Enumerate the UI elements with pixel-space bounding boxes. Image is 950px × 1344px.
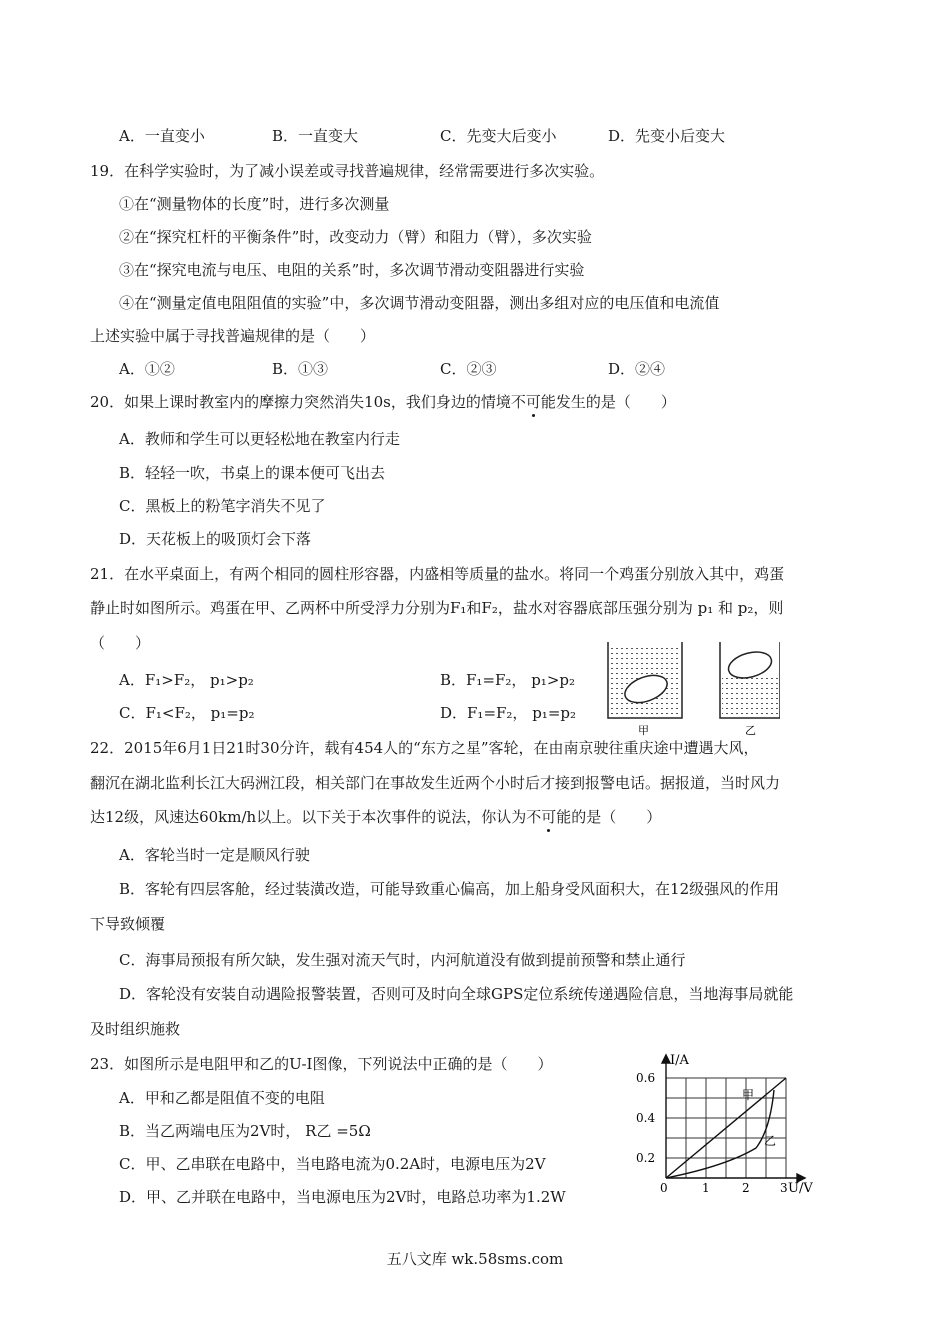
q19-option-c: C．②③	[440, 360, 497, 378]
q23-option-c: C．甲、乙串联在电路中，当电路电流为0.2A时，电源电压为2V	[119, 1155, 546, 1173]
q22-option-d-cont: 及时组织施救	[90, 1020, 181, 1038]
beaker-label-yi: 乙	[745, 724, 756, 737]
q21-option-c: C．F₁<F₂， p₁=p₂	[119, 704, 255, 722]
x-tick-0: 0	[660, 1181, 668, 1195]
q19-item-4: ④在“测量定值电阻阻值的实验”中，多次调节滑动变阻器，测出多组对应的电压值和电流值	[119, 294, 720, 312]
q19-option-b: B．①③	[272, 360, 329, 378]
q19-item-2: ②在“探究杠杆的平衡条件”时，改变动力（臂）和阻力（臂），多次实验	[119, 228, 592, 246]
q20-stem-post: 发生的是（ ）	[555, 393, 676, 411]
curve-label-jia: 甲	[742, 1088, 755, 1102]
q20-option-b: B．轻轻一吹，书桌上的课本便可飞出去	[119, 464, 386, 482]
q21-line-3: （ ）	[90, 634, 151, 652]
beaker-label-jia: 甲	[638, 724, 649, 737]
y-axis-label: I/A	[670, 1053, 689, 1068]
q23-option-a: A．甲和乙都是阻值不变的电阻	[119, 1089, 325, 1107]
q23-ui-graph	[630, 1050, 830, 1200]
q20-stem-emphasis: 不可能	[510, 393, 556, 411]
q21-line-2: 静止时如图所示。鸡蛋在甲、乙两杯中所受浮力分别为F₁和F₂，盐水对容器底部压强分别为 p₁ 和 p₂，则	[90, 599, 784, 617]
q20-option-d: D．天花板上的吸顶灯会下落	[119, 530, 312, 548]
q21-line-1: 21．在水平桌面上，有两个相同的圆柱形容器，内盛相等质量的盐水。将同一个鸡蛋分别放入其中，鸡蛋	[90, 565, 785, 583]
x-axis-label: U/V	[788, 1181, 813, 1196]
y-tick-0.4: 0.4	[636, 1111, 656, 1125]
q18-option-c: C．先变大后变小	[440, 127, 557, 145]
q22-line-3-pre: 达12级，风速达60km/h以上。以下关于本次事件的说法，你认为	[90, 808, 527, 826]
q23-option-d: D．甲、乙并联在电路中，当电源电压为2V时，电路总功率为1.2W	[119, 1188, 566, 1206]
q22-option-b-cont: 下导致倾覆	[90, 915, 166, 933]
q19-question: 上述实验中属于寻找普遍规律的是（ ）	[90, 327, 376, 345]
q22-option-c: C．海事局预报有所欠缺，发生强对流天气时，内河航道没有做到提前预警和禁止通行	[119, 951, 686, 969]
q21-option-d: D．F₁=F₂， p₁=p₂	[440, 704, 577, 722]
q20-stem	[90, 392, 676, 412]
curve-label-yi: 乙	[764, 1134, 777, 1148]
beaker-yi	[720, 642, 780, 718]
q19-option-d: D．②④	[608, 360, 666, 378]
y-tick-0.6: 0.6	[636, 1071, 656, 1085]
q22-option-d: D．客轮没有安装自动遇险报警装置，否则可及时向全球GPS定位系统传递遇险信息，当地海事局就能	[119, 985, 794, 1003]
q22-option-b: B．客轮有四层客舱，经过装潢改造，可能导致重心偏高，加上船身受风面积大，在12级强风的作用	[119, 880, 780, 898]
q20-option-a: A．教师和学生可以更轻松地在教室内行走	[119, 430, 400, 448]
q21-option-b: B．F₁=F₂， p₁>p₂	[440, 671, 576, 689]
beaker-jia	[608, 642, 682, 718]
q20-stem-pre: 20．如果上课时教室内的摩擦力突然消失10s，我们身边的情境	[90, 393, 511, 411]
q22-line-3-post: 的是（ ）	[571, 808, 662, 826]
q19-item-3: ③在“探究电流与电压、电阻的关系”时，多次调节滑动变阻器进行实验	[119, 261, 585, 279]
x-tick-1: 1	[702, 1181, 710, 1195]
q18-option-d: D．先变小后变大	[608, 127, 726, 145]
q18-option-b: B．一直变大	[272, 127, 359, 145]
q18-option-a: A．一直变小	[119, 127, 205, 145]
q20-option-c: C．黑板上的粉笔字消失不见了	[119, 497, 326, 515]
x-tick-3: 3	[780, 1181, 788, 1195]
q22-line-3	[90, 807, 661, 827]
q23-option-b: B．当乙两端电压为2V时， R乙 =5Ω	[119, 1122, 371, 1140]
q22-option-a: A．客轮当时一定是顺风行驶	[119, 846, 310, 864]
q19-option-a: A．①②	[119, 360, 175, 378]
y-tick-0.2: 0.2	[636, 1151, 656, 1165]
q21-beaker-figure	[600, 636, 780, 738]
q22-line-1: 22．2015年6月1日21时30分许，载有454人的“东方之星”客轮，在由南京驶往重庆途中遭遇大风，	[90, 739, 759, 757]
q23-stem: 23．如图所示是电阻甲和乙的U-I图像，下列说法中正确的是（ ）	[90, 1055, 553, 1073]
q21-option-a: A．F₁>F₂， p₁>p₂	[119, 671, 254, 689]
q22-line-2: 翻沉在湖北监利长江大码洲江段，相关部门在事故发生近两个小时后才接到报警电话。据报道，当时风力	[90, 774, 781, 792]
x-tick-2: 2	[742, 1181, 750, 1195]
q19-stem: 19．在科学实验时，为了减小误差或寻找普遍规律，经常需要进行多次实验。	[90, 162, 605, 180]
page-footer: 五八文库 wk.58sms.com	[386, 1250, 564, 1268]
q19-item-1: ①在“测量物体的长度”时，进行多次测量	[119, 195, 390, 213]
q22-line-3-emphasis: 不可能	[526, 808, 572, 826]
